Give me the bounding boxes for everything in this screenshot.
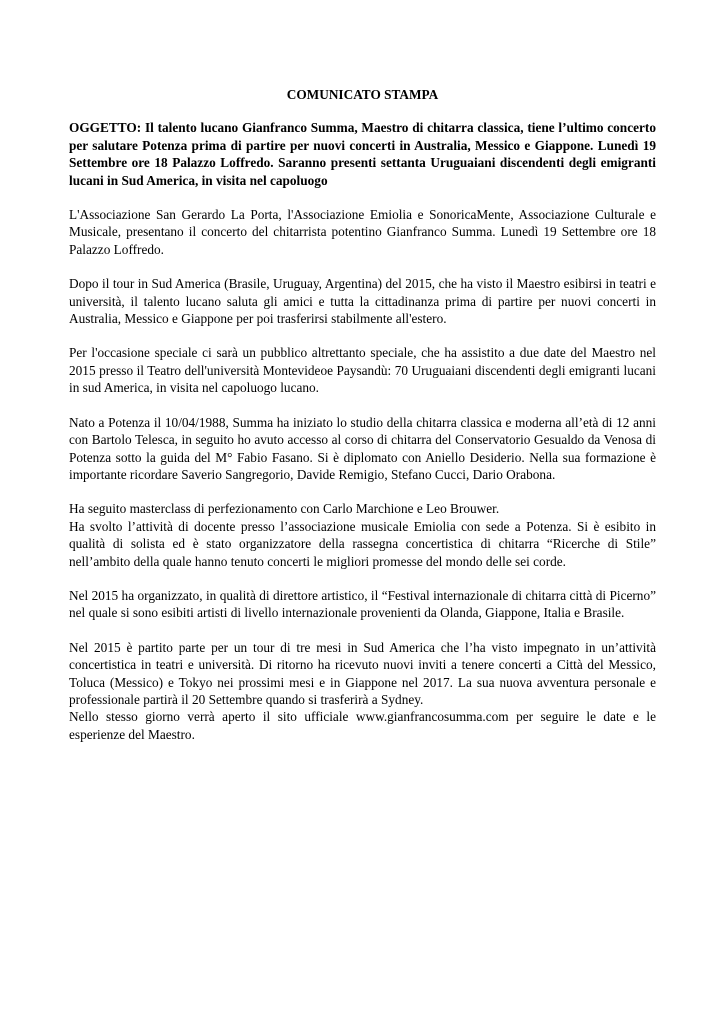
paragraph-south-america: Nel 2015 è partito parte per un tour di tre mesi in Sud America che l’ha visto impegnato in un’attività concertistica in teatri e università. Di ritorno ha ricevuto nuovi inviti a tenere concerti a Città del Messico, Toluca (Messico) e Tokyo nei prossimi mesi e in Giappone nel 2017. La sua nuova avventura personale e professionale partirà il 20 Settembre quando si trasferirà a Sydney. — [69, 639, 656, 707]
paragraph-website: Nello stesso giorno verrà aperto il sito ufficiale www.gianfrancosumma.com per seguire le date e le esperienze del Maestro. — [69, 709, 656, 742]
paragraph-biography: Nato a Potenza il 10/04/1988, Summa ha iniziato lo studio della chitarra classica e moderna all’età di 12 anni con Bartolo Telesca, in seguito ho avuto accesso al corso di chitarra del Conservatorio Gesualdo da Venosa di Potenza sotto la guida del M° Fabio Fasano. Si è diplomato con Aniello Desiderio. Nella sua formazione è importante ricordare Saverio Sangregorio, Davide Remigio, Stefano Cucci, Dario Orabona. — [69, 414, 656, 482]
document-title: COMUNICATO STAMPA — [286, 87, 439, 102]
paragraph-intro: L'Associazione San Gerardo La Porta, l'Associazione Emiolia e SonoricaMente, Associazione Culturale e Musicale, presentano il concerto del chitarrista potentino Gianfranco Summa. Lunedì 19 Settembre ore 18 Palazzo Loffredo. — [69, 207, 656, 257]
subject-heading: OGGETTO: Il talento lucano Gianfranco Summa, Maestro di chitarra classica, tiene l’ultimo concerto per salutare Potenza prima di partire per nuovi concerti in Australia, Messico e Giappone. Lunedì 19 Settembre ore 18 Palazzo Loffredo. Saranno presenti settanta Uruguaiani discendenti degli emigranti lucani in Sud America, in visita nel capoluogo — [69, 120, 656, 188]
paragraph-masterclass: Ha seguito masterclass di perfezionamento con Carlo Marchione e Leo Brouwer. — [69, 501, 500, 517]
paragraph-festival: Nel 2015 ha organizzato, in qualità di direttore artistico, il “Festival internazionale di chitarra città di Picerno” nel quale si sono esibiti artisti di livello internazionale provenienti da Olanda, Giappone, Italia e Brasile. — [69, 587, 656, 621]
paragraph-tour: Dopo il tour in Sud America (Brasile, Uruguay, Argentina) del 2015, che ha visto il Maestro esibirsi in teatri e università, il talento lucano saluta gli amici e tutta la cittadinanza prima di partire per nuovi concerti in Australia, Messico e Giappone per poi trasferirsi stabilmente all'estero. — [69, 276, 656, 327]
paragraph-audience: Per l'occasione speciale ci sarà un pubblico altrettanto speciale, che ha assistito a due date del Maestro nel 2015 presso il Teatro dell'università Montevideoe Paysandù: 70 Uruguaiani discendenti degli emigranti lucani in sud America, in visita nel capoluogo lucano. — [69, 345, 656, 396]
document-page — [69, 86, 656, 760]
paragraph-teaching: Ha svolto l’attività di docente presso l’associazione musicale Emiolia con sede a Potenza. Si è esibito in qualità di solista ed è stato organizzatore della rassegna concertistica di chitarra “Ricerche di Stile” nell’ambito della quale hanno tenuto concerti le migliori promesse del mondo delle sei corde. — [69, 518, 656, 569]
